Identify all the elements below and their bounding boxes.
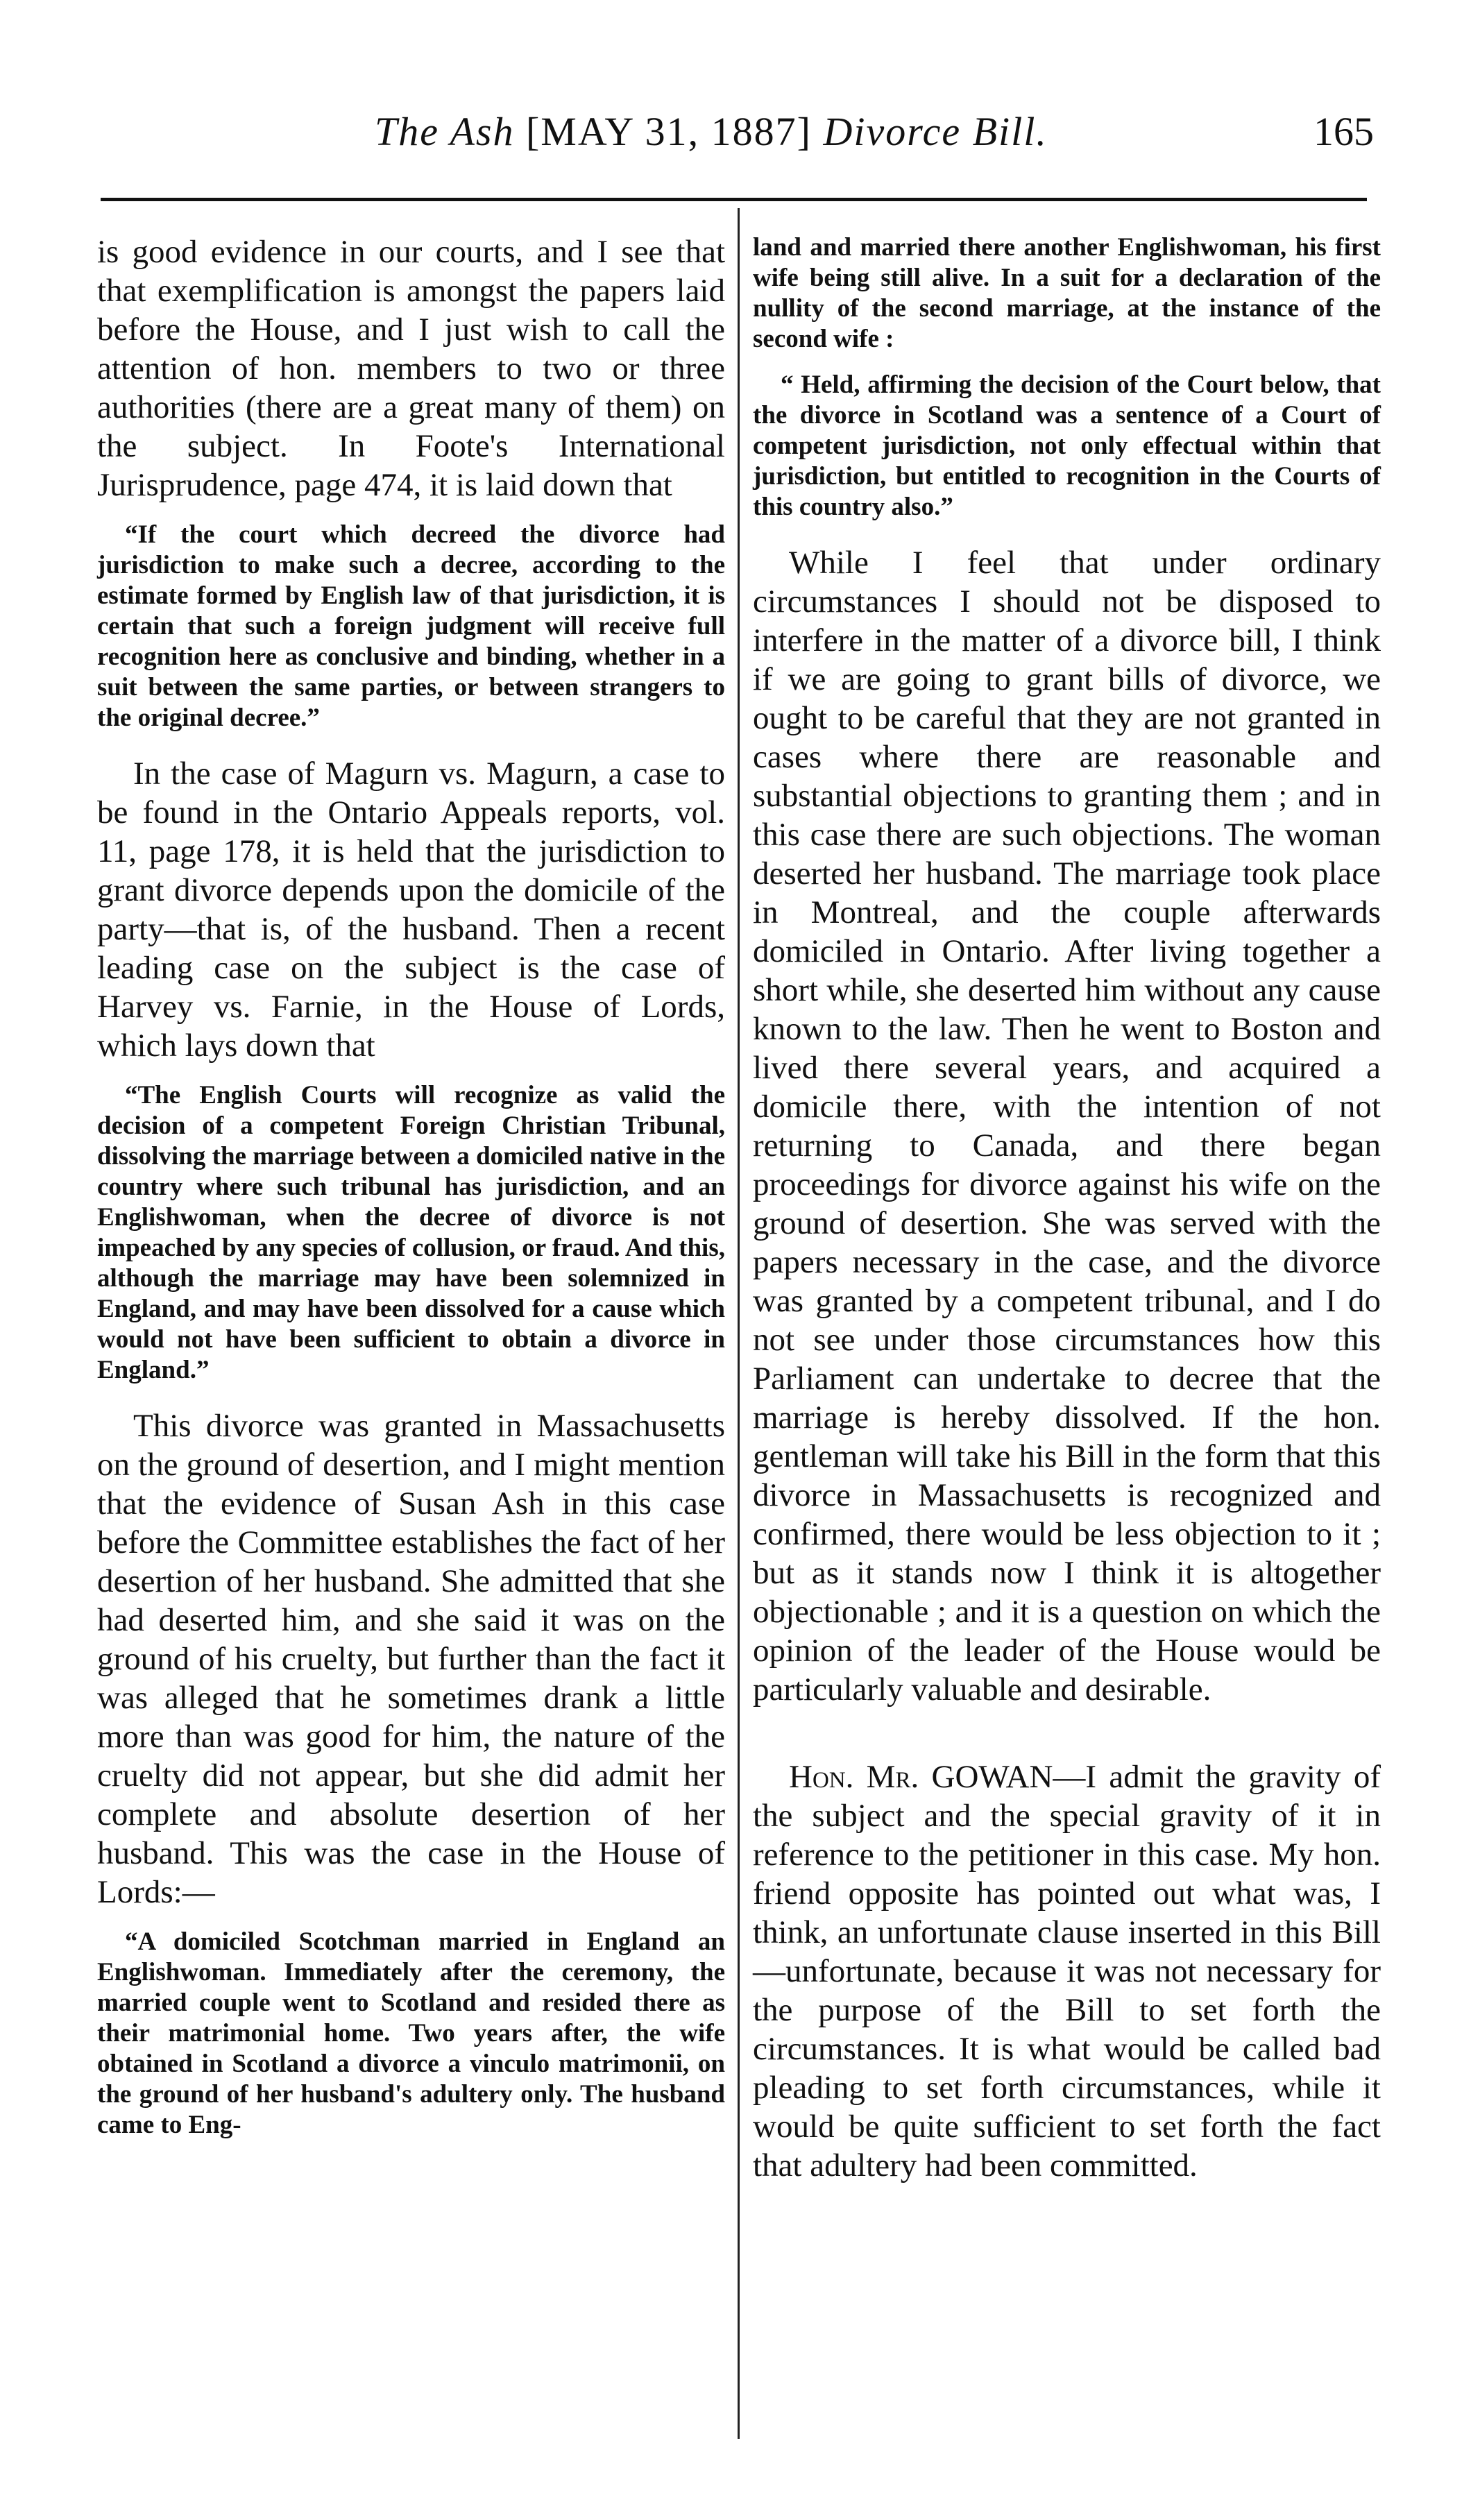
- header-title-part-1: The Ash: [375, 109, 515, 154]
- speech-paragraph: [753, 1757, 1381, 2185]
- speaker-name: Hon. Mr. GOWAN: [789, 1759, 1053, 1795]
- header-title-part-2: Divorce Bill.: [823, 109, 1048, 154]
- header-date: [MAY 31, 1887]: [514, 109, 824, 154]
- column-divider: [738, 208, 740, 2439]
- page-number: 165: [1313, 109, 1374, 154]
- block-quote-continued: land and married there another Englishwoman, his first wife being still alive. In a suit for a declaration of the nullity of the second marriage, at the instance of the second wife :: [753, 233, 1381, 353]
- running-header: [194, 104, 1374, 160]
- header-rule: [101, 198, 1367, 201]
- block-quote: “If the court which decreed the divorce had jurisdiction to make such a decree, according to the estimate formed by English law of that jurisdiction, it is certain that such a foreign judgment will receive full recognition here as conclusive and binding, whether in a suit between the same parties, or between strangers to the original decree.”: [97, 520, 725, 732]
- paragraph: While I feel that under ordinary circumstances I should not be disposed to interfere in the matter of a divorce bill, I think if we are going to grant bills of divorce, we ought to be careful that they are not granted in cases where there are reasonable and substantial objections to granting them ; and in this case there are such objections. The woman deserted her husband. The marriage took place in Montreal, and the couple afterwards domiciled in Ontario. After living together a short while, she deserted him without any cause known to the law. Then he went to Boston and lived there several years, and acquired a domicile there, with the intention of not returning to Canada, and there began proceedings for divorce against his wife on the ground of desertion. She was served with the papers necessary in the case, and the divorce was granted by a competent tribunal, and I do not see under those circumstances how this Parliament can undertake to decree that the marriage is hereby dissolved. If the hon. gentleman will take his Bill in the form that this divorce in Massachusetts is recognized and confirmed, there would be less objection to it ; but as it stands now I think it is altogether objectionable ; and it is a question on which the opinion of the leader of the House would be particularly valuable and desirable.: [753, 545, 1381, 1708]
- header-title: [375, 104, 1048, 160]
- block-quote: “The English Courts will recognize as valid the decision of a competent Foreign Christian Tribunal, dissolving the marriage between a domiciled native in the country where such tribunal has jurisdiction, and an Englishwoman, when the decree of divorce is not impeached by any species of collusion, or fraud. And this, although the marriage may have been solemnized in England, and may have been dissolved for a cause which would not have been sufficient to obtain a divorce in England.”: [97, 1081, 725, 1384]
- block-quote: “ Held, affirming the decision of the Court below, that the divorce in Scotland was a sentence of a Court of competent jurisdiction, not only effectual within that jurisdiction, but entitled to recognition in the Courts of this country also.”: [753, 371, 1381, 521]
- paragraph: is good evidence in our courts, and I see that that exemplification is amongst the papers laid before the House, and I just wish to call the attention of hon. members to two or three authorities (there are a great many of them) on the subject. In Foote's International Jurisprudence, page 474, it is laid down that: [97, 234, 725, 503]
- left-column: [97, 232, 725, 2140]
- block-quote: “A domiciled Scotchman married in England an Englishwoman. Immediately after the ceremony, the married couple went to Scotland and resided there as their matrimonial home. Two years after, the wife obtained in Scotland a divorce a vinculo matrimonii, on the ground of her husband's adultery only. The husband came to Eng-: [97, 1927, 725, 2139]
- right-column: [753, 232, 1381, 2185]
- paragraph: In the case of Magurn vs. Magurn, a case to be found in the Ontario Appeals reports, vol. 11, page 178, it is held that the jurisdiction to grant divorce depends upon the domicile of the party—that is, of the husband. Then a recent leading case on the subject is the case of Harvey vs. Farnie, in the House of Lords, which lays down that: [97, 756, 725, 1064]
- speech-text: —I admit the gravity of the subject and the special gravity of it in reference to the petitioner in this case. My hon. friend opposite has pointed out what was, I think, an unfortunate clause inserted in this Bill—unfortunate, because it was not necessary for the purpose of the Bill to set forth the circumstances. It is what would be called bad pleading to set forth circumstances, while it would be quite sufficient to set forth the fact that adultery had been committed.: [753, 1759, 1381, 2183]
- paragraph: This divorce was granted in Massachusetts on the ground of desertion, and I might mention that the evidence of Susan Ash in this case before the Committee establishes the fact of her desertion of her husband. She admitted that she had deserted him, and she said it was on the ground of his cruelty, but further than the fact it was alleged that he sometimes drank a little more than was good for him, the nature of the cruelty did not appear, but she did admit her complete and absolute desertion of her husband. This was the case in the House of Lords:—: [97, 1408, 725, 1910]
